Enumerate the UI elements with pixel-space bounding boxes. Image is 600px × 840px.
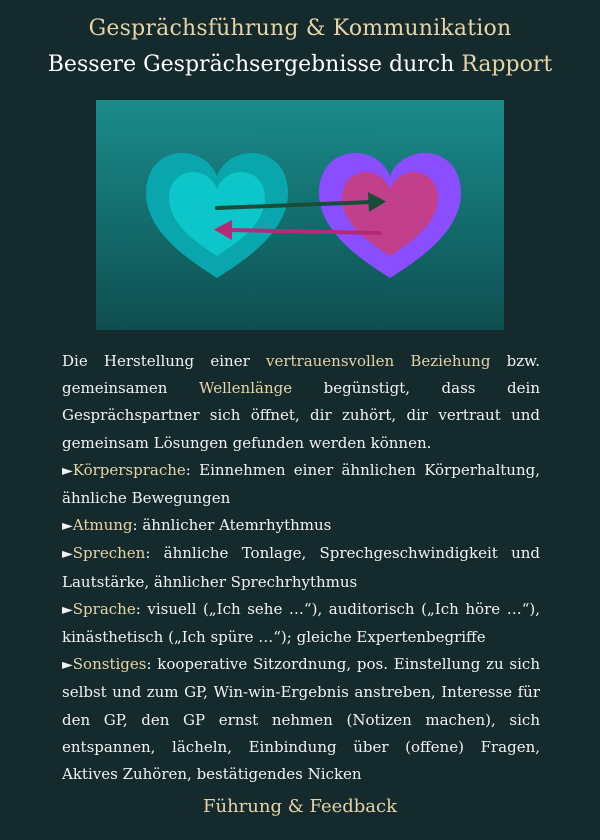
bullet-label: Körpersprache: [72, 460, 186, 479]
intro-paragraph: [62, 348, 540, 457]
intro-text-2: bzw. gemeinsamen: [62, 352, 540, 398]
triangle-bullet-icon: ►: [62, 462, 73, 479]
bullet-text: : kooperative Sitzordnung, pos. Einstellung zu sich selbst und zum GP, Win-win-Ergebnis anstreben, Interesse für den GP, den GP ernst nehmen (Notizen machen), sich entspannen, lächeln, Einbindung über (offene) Fragen, Aktives Zuhören, bestätigendes Nicken: [62, 655, 540, 784]
bullet-sprache: [62, 596, 540, 651]
triangle-bullet-icon: ►: [62, 601, 73, 618]
bullet-label: Atmung: [72, 516, 133, 535]
page-title: Gesprächsführung & Kommunikation: [88, 16, 512, 41]
heart-purple-icon: [319, 153, 461, 278]
footer-title: Führung & Feedback: [202, 796, 398, 817]
bullet-label: Sprache: [72, 599, 136, 618]
triangle-bullet-icon: ►: [62, 546, 73, 563]
bullet-sprechen: [62, 540, 540, 595]
bullet-text: : visuell („Ich sehe …“), auditorisch („Ich höre …“), kinästhetisch („Ich spüre …“); gleiche Expertenbegriffe: [62, 599, 540, 647]
heart-teal-icon: [146, 153, 288, 278]
bullet-text: : ähnlicher Atemrhythmus: [132, 516, 332, 535]
bullet-text: : ähnliche Tonlage, Sprechgeschwindigkeit und Lautstärke, ähnlicher Sprechrhythmus: [62, 544, 540, 591]
bullet-text: : Einnehmen einer ähnlichen Körperhaltung, ähnliche Bewegungen: [62, 460, 540, 508]
triangle-bullet-icon: ►: [62, 518, 73, 535]
intro-text-1: Die Herstellung einer: [62, 352, 266, 370]
bullet-label: Sonstiges: [72, 655, 147, 674]
intro-text-3: begünstigt, dass dein Gesprächspartner sich öffnet, dir zuhört, dir vertraut und gemeinsam Lösungen gefunden werden können.: [62, 379, 540, 452]
page-subtitle: [0, 52, 600, 77]
illustration-svg: [96, 100, 504, 330]
triangle-bullet-icon: ►: [62, 657, 73, 674]
body-text: [62, 348, 540, 788]
intro-accent-1: vertrauensvollen Beziehung: [265, 352, 491, 370]
bullet-atmung: [62, 512, 540, 540]
subtitle-accent: Rapport: [461, 52, 553, 77]
subtitle-lead: Bessere Gesprächsergebnisse durch: [47, 52, 455, 77]
rapport-illustration: [96, 100, 504, 330]
bullet-koerpersprache: [62, 457, 540, 512]
bullet-label: Sprechen: [72, 544, 146, 563]
bullet-sonstiges: [62, 651, 540, 788]
intro-accent-2: Wellenlänge: [199, 379, 293, 398]
